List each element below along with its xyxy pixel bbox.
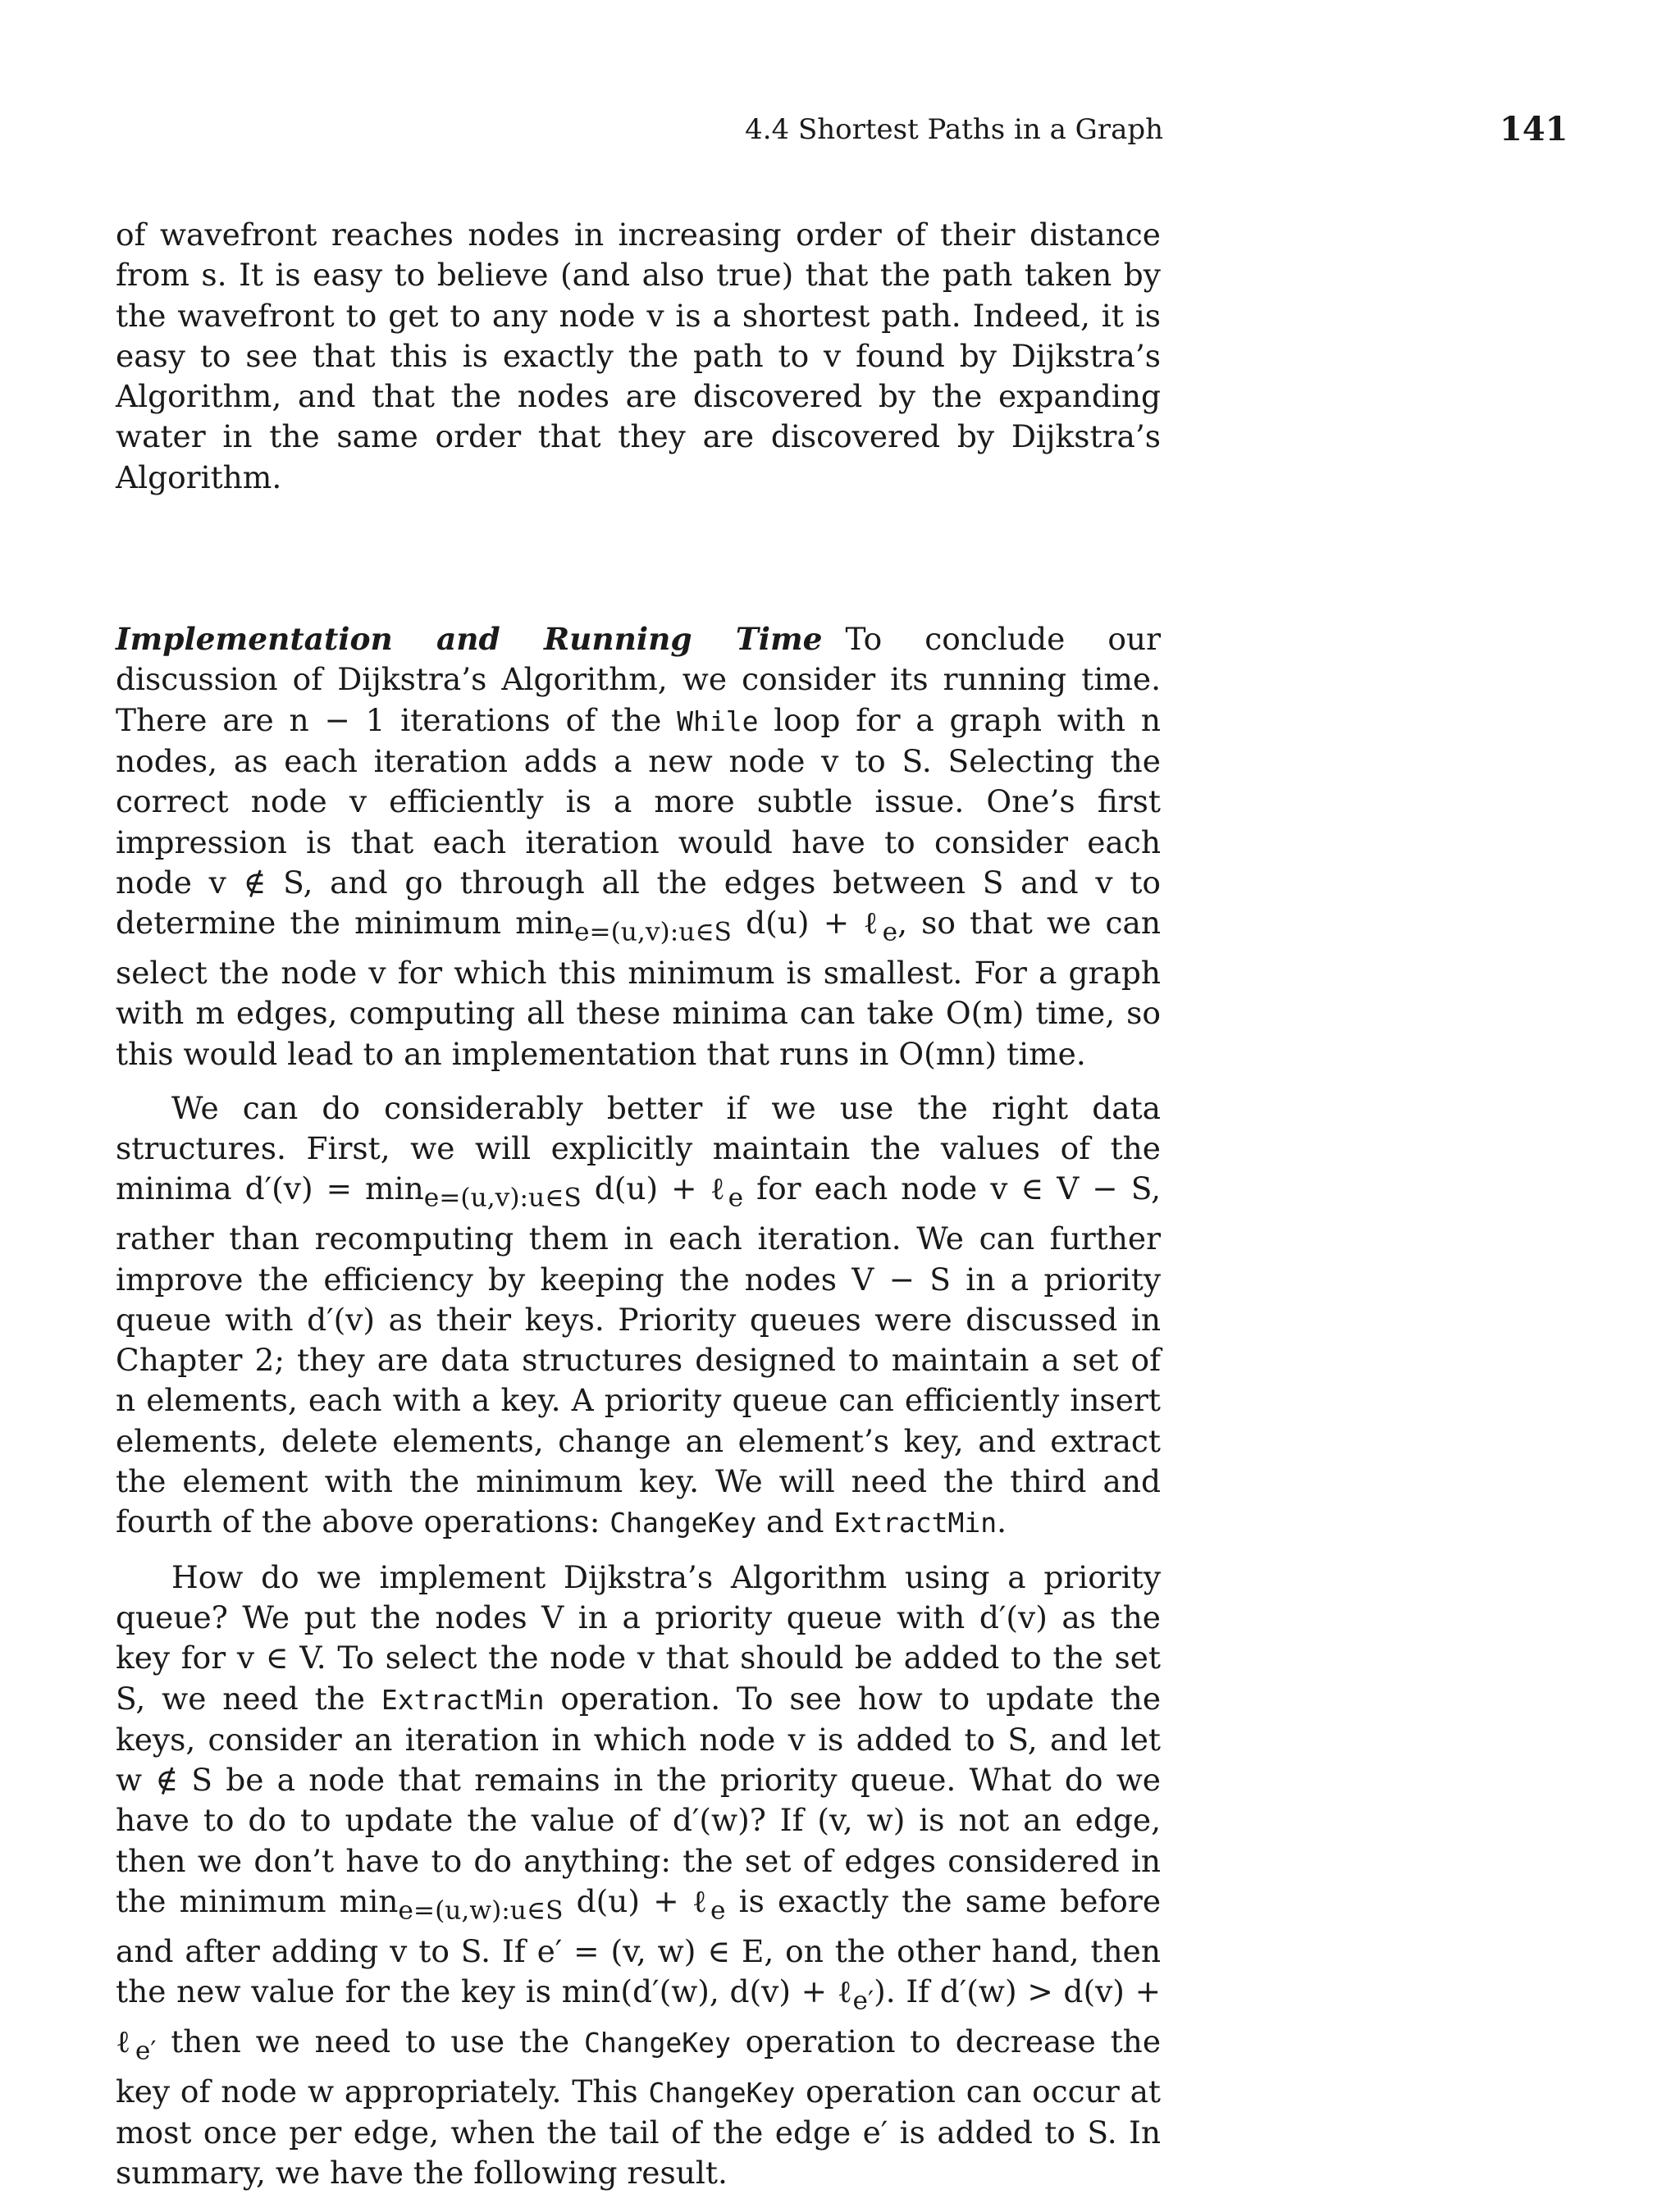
p3-text-1: We can do considerably better if we use the right data structures. First, we will explicitly maintain the values of the minima d′(v) = min: [116, 1089, 1161, 1207]
paragraph-data-structures: [116, 1088, 1161, 1544]
p3-subscript-2: e: [728, 1183, 744, 1213]
p4-text-6: then we need to use the: [156, 2023, 570, 2059]
p2-text-3: d(u) + ℓ: [731, 905, 883, 942]
p4-text-7: operation to decrease the key of node w appropriately. This: [116, 2023, 1162, 2110]
paragraph-priority-queue: [116, 1558, 1161, 2194]
p2-subscript-2: e: [882, 917, 898, 947]
code-extractmin: ExtractMin: [833, 1507, 998, 1539]
body-text: [116, 215, 1161, 2194]
p3-subscript-1: e=(u,v):u∈S: [423, 1183, 582, 1213]
p4-text-1: How do we implement Dijkstra’s Algorithm using a priority queue? We put the nodes V in a priority queue with d′(v) as the key for v ∈ V. To select the node v that should be added to the set S, we need the: [116, 1558, 1161, 1717]
running-header-section-title: 4.4 Shortest Paths in a Graph: [745, 113, 1163, 146]
p3-text-2: d(u) + ℓ: [581, 1170, 728, 1207]
p4-text-4: is exactly the same before and after adding v to S. If e′ = (v, w) ∈ E, on the other hand, then the new value for the key is min(d′(w), d(v) + ℓ: [116, 1882, 1162, 2010]
p2-subscript-1: e=(u,v):u∈S: [573, 917, 732, 947]
code-changekey: ChangeKey: [648, 2076, 796, 2109]
p4-text-2: operation. To see how to update the keys, consider an iteration in which node v is added to S, and let w ∉ S be a node that remains in the priority queue. What do we have to do to update the value of d′(w)? If (v, w) is not an edge, then we don’t have to do anything: the set of edges considered in the minimum min: [116, 1680, 1162, 1919]
p4-text-3: d(u) + ℓ: [563, 1882, 710, 1919]
code-extractmin: ExtractMin: [381, 1683, 545, 1716]
paragraph-implementation: [116, 619, 1161, 1074]
p3-text-3: for each node v ∈ V − S, rather than recomputing them in each iteration. We can further improve the efficiency by keeping the nodes V − S in a priority queue with d′(v) as their keys. Priority queues were discussed in Chapter 2; they are data structures designed to maintain a set of n elements, each with a key. A priority queue can efficiently insert elements, delete elements, change an element’s key, and extract the element with the minimum key. We will need the third and fourth of the above operations:: [116, 1170, 1162, 1540]
p4-subscript-3: e′: [852, 1986, 874, 2016]
code-changekey: ChangeKey: [584, 2026, 731, 2059]
p3-text-4: and: [766, 1503, 824, 1540]
p2-text-4: , so that we can select the node v for which this minimum is smallest. For a graph with m edges, computing all these minima can take O(m) time, so this would lead to an implementation that runs in O(mn) time.: [116, 905, 1162, 1072]
p4-subscript-1: e=(u,w):u∈S: [398, 1895, 564, 1926]
p4-subscript-4: e′: [135, 2036, 157, 2066]
p2-text-2: loop for a graph with n nodes, as each iteration adds a new node v to S. Selecting the correct node v efficiently is a more subtle issue. One’s first impression is that each iteration would have to consider each node v ∉ S, and go through all the edges between S and v to determine the minimum min: [116, 701, 1162, 942]
p4-text-5: ). If d′(w) > d(v) + ℓ: [116, 1973, 1161, 2059]
run-in-heading: Implementation and Running Time: [116, 621, 823, 658]
p2-text-1: To conclude our discussion of Dijkstra’s Algorithm, we consider its running time. There are n − 1 iterations of the: [116, 621, 1162, 738]
page-number: 141: [1500, 110, 1568, 148]
paragraph-wavefront: of wavefront reaches nodes in increasing order of their distance from s. It is easy to believe (and also true) that the path taken by the wavefront to get to any node v is a shortest path. Indeed, it is easy to see that this is exactly the path to v found by Dijkstra’s Algorithm, and that the nodes are discovered by the expanding water in the same order that they are discovered by Dijkstra’s Algorithm.: [116, 217, 1161, 495]
p3-text-5: .: [997, 1503, 1007, 1540]
p4-text-8: operation can occur at most once per edge, when the tail of the edge e′ is added to S. In summary, we have the following result.: [116, 2073, 1162, 2192]
code-while: While: [677, 705, 759, 737]
p4-subscript-2: e: [710, 1895, 726, 1926]
code-changekey: ChangeKey: [609, 1507, 757, 1539]
